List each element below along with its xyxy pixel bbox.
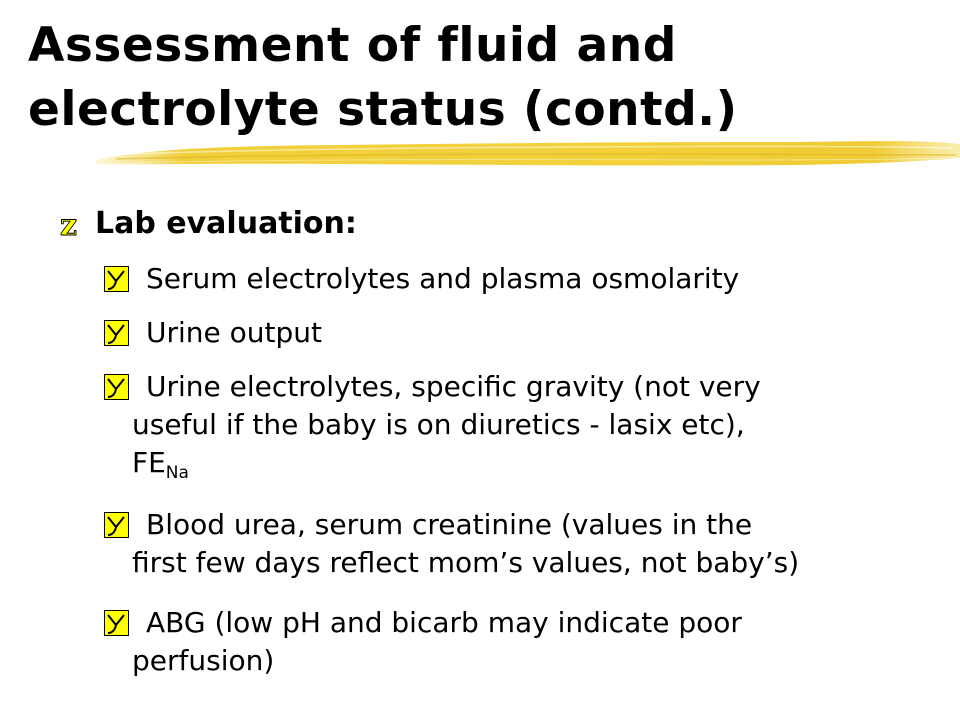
list-item <box>104 368 944 482</box>
list-item <box>104 260 944 298</box>
fena-main: FE <box>132 446 166 479</box>
slide-title <box>28 14 928 142</box>
section-heading <box>60 204 357 244</box>
list-item <box>104 314 944 352</box>
title-line-2: electrolyte status (contd.) <box>28 82 738 137</box>
list-item <box>104 604 944 680</box>
title-line-1: Assessment of fluid and <box>28 18 677 73</box>
list-item-line: perfusion) <box>132 644 275 677</box>
list-item-text: Urine output <box>146 316 323 349</box>
list-item-text <box>132 368 944 482</box>
y-bullet-icon <box>104 610 129 637</box>
svg-text:z: z <box>60 212 78 239</box>
list-item-line: first few days reflect mom’s values, not baby’s) <box>132 546 800 579</box>
list-item-text <box>132 604 944 680</box>
list-item-line: Blood urea, serum creatinine (values in the <box>146 508 753 541</box>
list-item-text <box>132 506 944 582</box>
list-item-line: useful if the baby is on diuretics - lasix etc), <box>132 408 745 441</box>
y-bullet-icon <box>104 320 129 347</box>
list-item <box>104 506 944 582</box>
z-bullet-icon <box>60 212 85 239</box>
fena-subscript: Na <box>165 463 189 483</box>
y-bullet-icon <box>104 266 129 293</box>
list-item-text: Serum electrolytes and plasma osmolarity <box>146 262 740 295</box>
list-item-line: ABG (low pH and bicarb may indicate poor <box>146 606 742 639</box>
fena-line <box>132 444 944 482</box>
list-item-line: Urine electrolytes, specific gravity (not very <box>146 370 761 403</box>
y-bullet-icon <box>104 374 129 401</box>
section-heading-label: Lab evaluation: <box>95 206 357 241</box>
y-bullet-icon <box>104 512 129 539</box>
title-underline-brush <box>96 128 960 178</box>
